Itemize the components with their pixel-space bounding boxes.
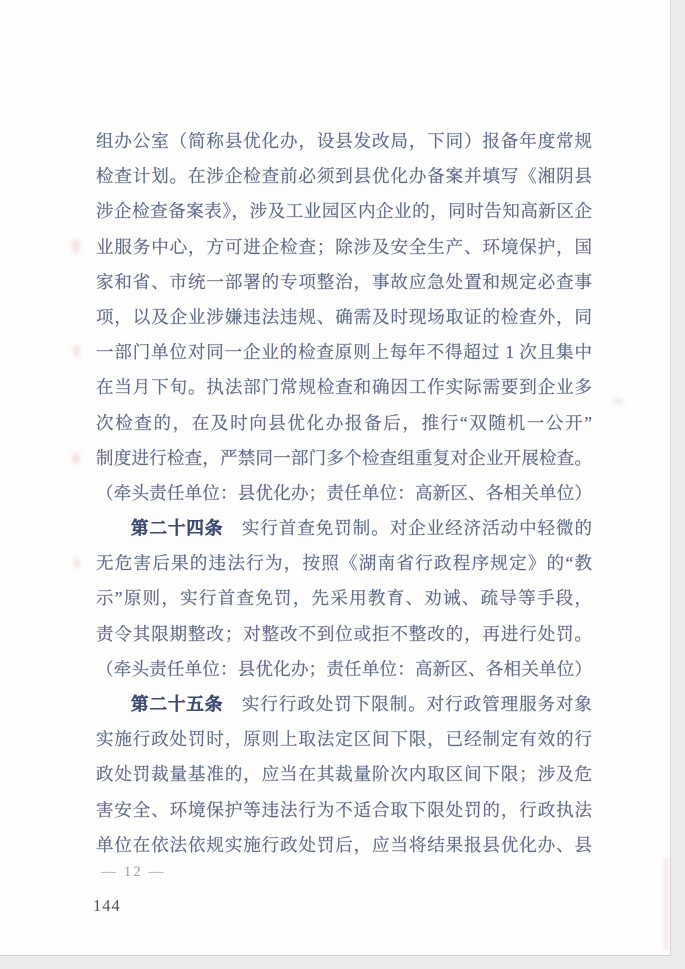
text-line: 一部门单位对同一企业的检查原则上每年不得超过 1 次且集中: [96, 342, 592, 363]
text-line: 政处罚裁量基准的，应当在其裁量阶次内取区间下限；涉及危: [96, 764, 592, 785]
text-line: 单位在依法依规实施行政处罚后，应当将结果报县优化办、县: [96, 834, 592, 855]
scan-edge-tint: [663, 858, 669, 950]
text-line: 无危害后果的违法行为，按照《湖南省行政程序规定》的“教: [96, 553, 592, 574]
article-number: 第二十四条: [131, 518, 224, 539]
scan-smudge: [612, 398, 624, 405]
scan-smudge: [73, 345, 80, 357]
text-line: 害安全、环境保护等违法行为不适合取下限处罚的，行政执法: [96, 799, 592, 820]
page-number: — 12 —: [101, 864, 166, 880]
text-line: 组办公室（简称县优化办，设县发改局，下同）报备年度常规: [96, 131, 592, 151]
text-line: 检查计划。在涉企检查前必须到县优化办备案并填写《湘阴县: [96, 166, 592, 187]
folio-number: 144: [93, 896, 121, 915]
text-line: 制度进行检查，严禁同一部门多个检查组重复对企业开展检查。: [96, 447, 592, 468]
document-body: [96, 124, 592, 863]
article-number: 第二十五条: [131, 694, 224, 714]
scan-smudge: [74, 558, 80, 568]
text-line: 实施行政处罚时，原则上取法定区间下限，已经制定有效的行: [96, 729, 592, 750]
text-line: 责令其限期整改；对整改不到位或拒不整改的，再进行处罚。: [96, 623, 592, 644]
text-line: 涉企检查备案表》，涉及工业园区内企业的，同时告知高新区企: [96, 201, 592, 222]
text-line: （牵头责任单位：县优化办；责任单位：高新区、各相关单位）: [96, 482, 592, 503]
text-line: 次检查的，在及时向县优化办报备后，推行“双随机一公开”: [96, 412, 592, 433]
text-line: 业服务中心，方可进企检查；除涉及安全生产、环境保护，国: [96, 236, 592, 257]
text-line: 示”原则，实行首查免罚，先采用教育、劝诫、疏导等手段，: [96, 588, 592, 609]
text-line: 家和省、市统一部署的专项整治，事故应急处置和规定必查事: [96, 271, 592, 292]
text-line: （牵头责任单位：县优化办；责任单位：高新区、各相关单位）: [96, 658, 592, 679]
text-line: 第二十四条 实行首查免罚制。对企业经济活动中轻微的: [131, 518, 592, 539]
scan-smudge: [72, 239, 80, 253]
text-line: 在当月下旬。执法部门常规检查和确因工作实际需要到企业多: [96, 377, 592, 398]
text-line: 项，以及企业涉嫌违法违规、确需及时现场取证的检查外，同: [96, 306, 592, 327]
text-line: 第二十五条 实行行政处罚下限制。对行政管理服务对象: [131, 694, 592, 714]
scan-smudge: [72, 452, 80, 464]
